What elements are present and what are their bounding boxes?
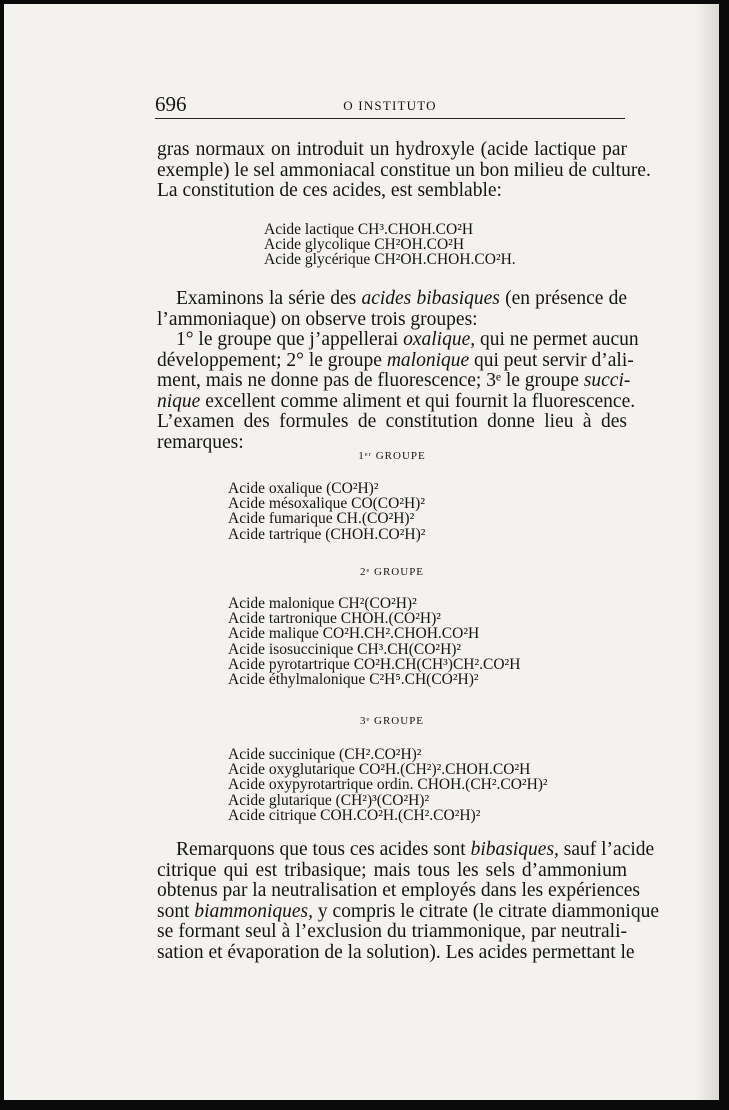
text-line: exemple) le sel ammoniacal constitue un bon milieu de culture. — [157, 159, 651, 181]
acid-name: Acide tartronique — [228, 610, 337, 628]
page-header — [155, 92, 625, 119]
formula-row — [228, 596, 520, 611]
text-line — [157, 289, 627, 310]
acid-formula: CH.(CO²H)² — [336, 510, 415, 528]
acid-name: Acide isosuccinique — [228, 640, 354, 658]
text-run-italic: acides bibasiques — [361, 288, 500, 309]
formula-row — [228, 672, 520, 687]
text-run: sauf l’acide — [563, 839, 655, 860]
text-run: qui ne permet aucun — [479, 329, 639, 350]
acid-name: Acide citrique — [228, 806, 317, 824]
acid-name: Acide oxalique — [228, 480, 323, 497]
formula-row — [228, 527, 425, 542]
paragraph-1 — [157, 139, 651, 202]
text-run: y compris le citrate (le citrate diammonique — [317, 900, 660, 922]
acid-name: Acide lactique — [264, 221, 354, 238]
acid-formula: (CH²)³(CO²H)² — [335, 791, 430, 809]
text-line: sation et évaporation de la solution). Les acides permettant le — [157, 941, 635, 963]
text-run-italic: oxalique, — [403, 329, 476, 350]
acid-name: Acide glycérique — [264, 251, 371, 269]
text-line — [157, 390, 636, 413]
formula-row — [228, 762, 548, 777]
acid-name: Acide glutarique — [228, 791, 332, 809]
group-1-list — [228, 481, 425, 542]
text-line: remarques: — [157, 431, 244, 453]
acid-name: Acide oxyglutarique — [228, 761, 355, 779]
text-line: citrique qui est tribasique; mais tous les sels d’ammonium — [157, 859, 627, 881]
acid-formula: CHOH.(CH².CO²H)² — [417, 776, 548, 794]
acid-formula: CHOH.(CO²H)² — [340, 610, 441, 628]
formula-row — [264, 237, 516, 252]
acid-name: Acide glycolique — [264, 236, 371, 254]
acid-name: Acide succinique — [228, 746, 336, 763]
acid-name: Acide fumarique — [228, 510, 333, 528]
acid-name: Acide malique — [228, 625, 319, 643]
text-line: obtenus par la neutralisation et employés dans les expériences — [157, 880, 641, 901]
text-line — [157, 370, 631, 392]
text-line: se formant seul à l’exclusion du triammonique, par neutrali- — [157, 921, 627, 942]
formula-row — [228, 793, 548, 808]
text-line: La constitution de ces acides, est semblable: — [157, 180, 502, 201]
text-line: L’examen des formules de constitution donne lieu à des — [157, 411, 627, 432]
paragraph-2 — [157, 288, 639, 453]
acid-formula: CH²OH.CO²H — [374, 236, 465, 254]
acid-formula: CO(CO²H)² — [351, 495, 425, 513]
text-line: gras normaux on introduit un hydroxyle (acide lactique par — [157, 139, 627, 160]
acid-formula: CO²H.(CH²)².CHOH.CO²H — [358, 761, 531, 779]
formula-row — [228, 657, 520, 672]
paragraph-3 — [157, 839, 660, 963]
acid-formula: C²H⁵.CH(CO²H)² — [369, 671, 479, 689]
text-run: excellent comme aliment et qui fournit la fluorescence. — [205, 390, 636, 412]
text-run-italic: bibasiques, — [470, 839, 559, 860]
formula-row — [264, 252, 516, 267]
formula-row — [228, 747, 548, 762]
acid-formula: CH³.CHOH.CO²H — [357, 221, 474, 238]
text-run: Remarquons que tous ces acides sont — [176, 839, 466, 860]
page-edge-shadow — [695, 4, 719, 1100]
acid-name: Acide mésoxalique — [228, 495, 348, 513]
acid-name: Acide pyrotartrique — [228, 655, 350, 673]
text-run-italic: malonique — [386, 349, 470, 371]
acid-formula: COH.CO²H.(CH².CO²H)² — [320, 806, 481, 824]
group-3-list — [228, 747, 548, 823]
formula-row — [228, 481, 425, 496]
text-run: Examinons la série des — [176, 288, 357, 309]
acid-formula: CO²H.CH(CH³)CH².CO²H — [353, 655, 521, 673]
text-run: ment, mais ne donne pas de fluorescence; 3ᵉ le groupe — [157, 370, 579, 391]
acid-formula: (CH².CO²H)² — [339, 746, 422, 763]
group-2-title: 2ᵉ GROUPE — [359, 566, 425, 578]
group-2-list — [228, 596, 520, 687]
text-run: qui peut servir d’ali- — [474, 349, 634, 371]
text-line — [157, 839, 655, 861]
text-line — [157, 329, 639, 351]
acid-formula: CH²(CO²H)² — [338, 595, 417, 612]
formula-row — [228, 808, 548, 823]
text-line: l’ammoniaque) on observe trois groupes: — [157, 308, 478, 330]
group-3-title: 3ᵉ GROUPE — [359, 715, 425, 727]
acid-formula: (CO²H)² — [326, 480, 379, 497]
monobasic-acid-list — [264, 222, 516, 268]
formula-row — [228, 511, 425, 526]
acid-formula: (CHOH.CO²H)² — [325, 525, 426, 543]
group-1-title: 1ᵉʳ GROUPE — [358, 450, 426, 462]
formula-row — [228, 496, 425, 511]
acid-formula: CH²OH.CHOH.CO²H. — [374, 251, 516, 269]
text-run-italic: succi- — [583, 370, 631, 391]
text-run-italic: nique — [157, 390, 201, 412]
text-line — [157, 349, 634, 372]
acid-formula: CH³.CH(CO²H)² — [357, 640, 462, 658]
scanned-page — [4, 4, 719, 1100]
formula-row — [228, 642, 520, 657]
text-line — [157, 900, 660, 923]
text-run: sont — [157, 900, 190, 922]
formula-row — [228, 626, 520, 641]
acid-name: Acide éthylmalonique — [228, 671, 366, 689]
acid-name: Acide oxypyrotartrique ordin. — [228, 776, 414, 794]
formula-row — [228, 777, 548, 792]
text-run-italic: biammoniques, — [194, 900, 314, 922]
acid-formula: CO²H.CH².CHOH.CO²H — [322, 625, 480, 643]
acid-name: Acide tartrique — [228, 525, 322, 543]
text-run: (en présence de — [505, 288, 627, 309]
text-run: développement; 2° le groupe — [157, 349, 382, 371]
formula-row — [264, 222, 516, 237]
acid-name: Acide malonique — [228, 595, 335, 612]
page-number: 696 — [155, 92, 187, 116]
formula-row — [228, 611, 520, 626]
running-title: O INSTITUTO — [343, 98, 437, 113]
text-run: 1° le groupe que j’appellerai — [176, 329, 399, 350]
